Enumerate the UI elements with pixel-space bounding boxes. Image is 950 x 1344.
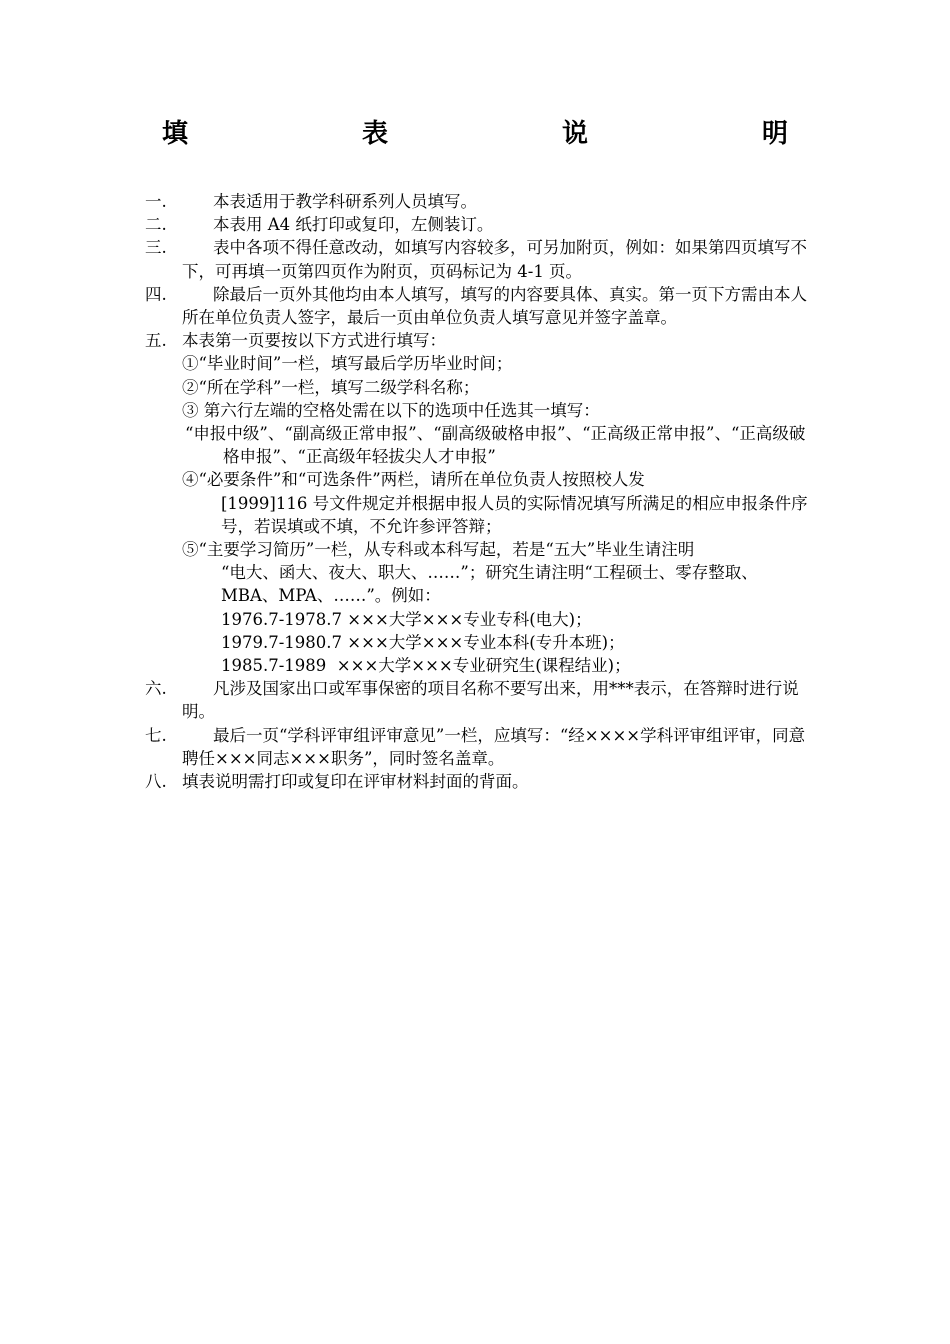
item-number: 一. [145, 192, 167, 211]
example-line: 1976.7-1978.7 ×××大学×××专业专科(电大)； [221, 609, 592, 629]
list-item [145, 213, 813, 236]
list-item [145, 190, 813, 213]
sub-item-continuation: [1999]116 号文件规定并根据申报人员的实际情况填写所满足的相应申报条件序号，若误填或不填，不允许参评答辩； [221, 493, 808, 536]
item-number: 六. [145, 679, 167, 699]
sub-item: ③ 第六行左端的空格处需在以下的选项中任选其一填写： [182, 400, 600, 420]
list-item [145, 677, 813, 723]
list-item [145, 236, 813, 282]
item-text: 表中各项不得任意改动，如填写内容较多，可另加附页，例如：如果第四页填写不下，可再填一页第四页作为附页，页码标记为 4-1 页。 [182, 238, 807, 281]
list-item [145, 283, 813, 329]
item-text: 凡涉及国家出口或军事保密的项目名称不要写出来，用***表示，在答辩时进行说明。 [182, 679, 799, 722]
instructions-list [145, 190, 813, 793]
item-number: 八. [145, 772, 167, 792]
item-text: 最后一页“学科评审组评审意见”一栏，应填写：“经××××学科评审组评审，同意聘任×××同志×××职务”，同时签名盖章。 [182, 725, 806, 768]
sub-item: ①“毕业时间”一栏，填写最后学历毕业时间； [182, 354, 513, 374]
item-text: 填表说明需打印或复印在评审材料封面的背面。 [182, 772, 529, 792]
item-text: 本表用 A4 纸打印或复印，左侧装订。 [213, 215, 494, 235]
sub-item-continuation: “电大、函大、夜大、职大、……”；研究生请注明“工程硕士、零存整取、MBA、MPA、……”。例如： [221, 563, 758, 606]
example-line: 1979.7-1980.7 ×××大学×××专业本科(专升本班)； [221, 632, 625, 652]
example-line: 1985.7-1989 ×××大学×××专业研究生(课程结业)； [221, 656, 631, 676]
list-item [145, 329, 813, 352]
item-number: 七. [145, 725, 167, 745]
page-title: 填 表 说 明 [161, 119, 862, 149]
item-number: 四. [145, 284, 167, 304]
list-item [145, 770, 813, 793]
item-number: 二. [145, 215, 167, 235]
item-text: 本表第一页要按以下方式进行填写： [182, 331, 446, 351]
item-text: 除最后一页外其他均由本人填写，填写的内容要具体、真实。第一页下方需由本人所在单位负责人签字，最后一页由单位负责人填写意见并签字盖章。 [182, 284, 807, 328]
sub-item: ②“所在学科”一栏，填写二级学科名称； [182, 377, 480, 397]
sub-item: ⑤“主要学习简历”一栏，从专科或本科写起，若是“五大”毕业生请注明 [182, 540, 695, 560]
sub-item-options: “申报中级”、“副高级正常申报”、“副高级破格申报”、“正高级正常申报”、“正高级破格申报”、“正高级年轻拔尖人才申报” [185, 424, 806, 467]
item-text: 本表适用于教学科研系列人员填写。 [213, 192, 477, 211]
sub-item: ④“必要条件”和“可选条件”两栏，请所在单位负责人按照校人发 [182, 470, 645, 490]
item-number: 三. [145, 238, 167, 258]
list-item [145, 724, 813, 770]
item-number: 五. [145, 331, 167, 351]
